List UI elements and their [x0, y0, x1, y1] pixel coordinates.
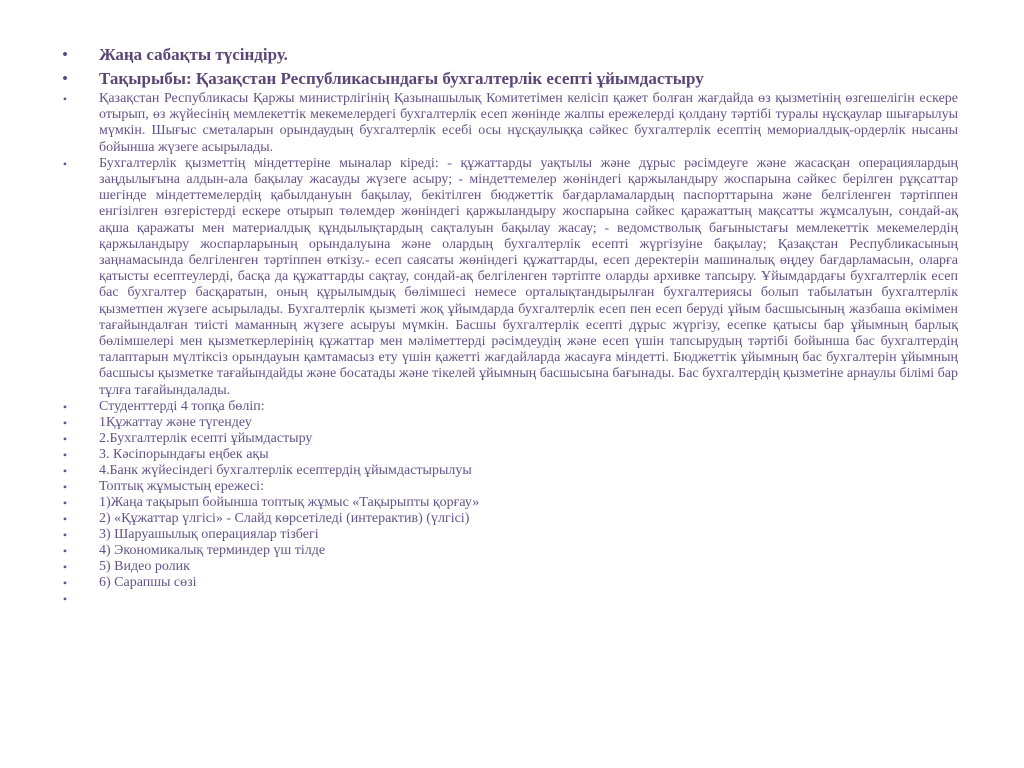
- bullet-icon: •: [62, 575, 68, 590]
- bullet-icon: •: [62, 559, 68, 574]
- bullet-icon: •: [62, 543, 68, 558]
- paragraph-instructions-text: Қазақстан Республикасы Қаржы министрлігінің Қазынашылық Комитетімен келісіп қажет болған жағдайда өз қызметінің өзгешелігін ескере отырып, өз жүйесінің мемлекеттік мекемелердегі бухгалтерлік есеп жөнінде жалпы ережелерді қолдану тәртібі туралы нұсқаулар шығарылуы мүмкін. Шығыс сметаларын орындаудың бухгалтерлік есебі осы нұсқаулыққа сәйкес бухгалтерлік есептің мемориалдық-ордерлік нысаны бойынша жүзеге асырылады.: [99, 91, 958, 155]
- list-item-text: 2) «Құжаттар үлгісі» - Слайд көрсетіледі (интерактив) (үлгісі): [99, 510, 470, 526]
- paragraph-instructions: [60, 91, 958, 156]
- list-item-text: 4.Банк жүйесіндегі бухгалтерлік есептердің ұйымдастырылуы: [99, 462, 472, 478]
- list-item-text: 3. Кәсіпорындағы еңбек ақы: [99, 446, 269, 462]
- list-item: [60, 559, 958, 575]
- list-item-text: 3) Шаруашылық операциялар тізбегі: [99, 526, 319, 542]
- bullet-icon: •: [62, 399, 68, 414]
- list-item-text: 4) Экономикалық терминдер үш тілде: [99, 542, 326, 558]
- bullet-icon: •: [62, 156, 68, 171]
- bullet-icon: •: [62, 71, 68, 87]
- list-item: [60, 591, 958, 607]
- bullet-icon: •: [62, 495, 68, 510]
- list-item-text: 2.Бухгалтерлік есепті ұйымдастыру: [99, 430, 313, 446]
- list-item: [60, 447, 958, 463]
- bullet-icon: •: [62, 527, 68, 542]
- list-item: [60, 543, 958, 559]
- list-item: [60, 495, 958, 511]
- list-item: [60, 399, 958, 415]
- bullet-list: [60, 43, 958, 607]
- list-item: [60, 431, 958, 447]
- list-item: [60, 527, 958, 543]
- list-item: [60, 479, 958, 495]
- list-item-text: 1Құжаттау және түгендеу: [99, 414, 252, 430]
- paragraph-duties: [60, 156, 958, 399]
- bullet-icon: •: [62, 431, 68, 446]
- list-item: [60, 575, 958, 591]
- paragraph-duties-text: Бухгалтерлік қызметтің міндеттеріне мыналар кіреді: - құжаттарды уақтылы және дұрыс рәсімдеуге және жасасқан операциялардың заңдылығына алдын-ала бақылау жасауды жүзеге асыру; - міндеттемелер жөніндегі қаржыландыру жоспарына сәйкес берілген рұқсаттар шегінде міндеттемелердің қабылдануын бақылау, бекітілген бюджеттік бағдарламалардың паспорттарына және белгіленген тәртіппен енгізілген өзгерістерді ескере отырып төлемдер жөніндегі қаржыландыру жоспарына сәйкес қаражаттың мақсатты жұмсалуын, сондай-ақ ақша қаражаты мен материалдық құндылықтардың сақталуын бақылау жасау; - ведомстволық бағыныстағы мемлекеттік мекемелердің қаржыландыру жоспарларының орындалуына және олардың бухгалтерлік есепті жүргізуіне бақылау; Қазақстан Республикасының заңнамасында белгіленген тәртіппен өткізу.- есеп саясаты жөніндегі құжаттарды, есеп деректерін машиналық өңдеу бағдарламасын, оларға қатысты есептеулерді, басқа да құжаттарды сақтау, сондай-ақ белгіленген тәртіпте оларды архивке тапсыру. Ұйымдардағы бухгалтерлік есеп бас бухгалтер басқаратын, оның құрылымдық бөлімшесі немесе орталықтандырылған бухгалтериясы болып табылатын бухгалтерлік қызметпен жүзеге асырылады. Бухгалтерлік қызметі жоқ ұйымдарда бухгалтерлік есеп пен есеп беруді ұйым басшысының жазбаша өкімімен тағайындалған тиісті маманның жүзеге асыруы мүмкін. Басшы бухгалтерлік есепті дұрыс жүргізу, есепке қатысы бар ұйымның барлық бөлімшелері мен қызметкерлерінің құжаттар мен мәліметтерді рәсімдеудің және есеп үшін тапсырудың тәртібі бойынша бас бухгалтердің талаптарын мүлтіксіз орындауын қамтамасыз ету үшін қажетті жағдайларда жасауға міндетті. Бюджеттік ұйымның бас бухгалтерін ұйымның басшысы қызметке тағайындайды және босатады және тікелей ұйымның басшысына бағынады. Бас бухгалтердің қызметіне арнаулы білімі бар тұлға тағайындалады.: [99, 155, 958, 398]
- bullet-icon: •: [62, 447, 68, 462]
- heading-topic: [60, 67, 958, 91]
- bullet-icon: •: [62, 415, 68, 430]
- list-item-text: 5) Видео ролик: [99, 558, 190, 574]
- list-item-text: Студенттерді 4 топқа бөліп:: [99, 398, 265, 414]
- bullet-icon: •: [62, 47, 68, 63]
- list-item-text: 1)Жаңа тақырып бойынша топтық жұмыс «Тақырыпты қорғау»: [99, 494, 480, 510]
- list-item: [60, 463, 958, 479]
- bullet-icon: •: [62, 511, 68, 526]
- heading-new-lesson-text: Жаңа сабақты түсіндіру.: [99, 45, 288, 64]
- heading-new-lesson: [60, 43, 958, 67]
- bullet-icon: •: [62, 591, 68, 606]
- heading-topic-text: Тақырыбы: Қазақстан Республикасындағы бухгалтерлік есепті ұйымдастыру: [99, 69, 704, 88]
- list-item: [60, 511, 958, 527]
- list-item-text: Топтық жұмыстың ережесі:: [99, 478, 264, 494]
- bullet-icon: •: [62, 92, 68, 106]
- list-item: [60, 415, 958, 431]
- list-item-text: 6) Сарапшы сөзі: [99, 574, 197, 590]
- bullet-icon: •: [62, 463, 68, 478]
- bullet-icon: •: [62, 479, 68, 494]
